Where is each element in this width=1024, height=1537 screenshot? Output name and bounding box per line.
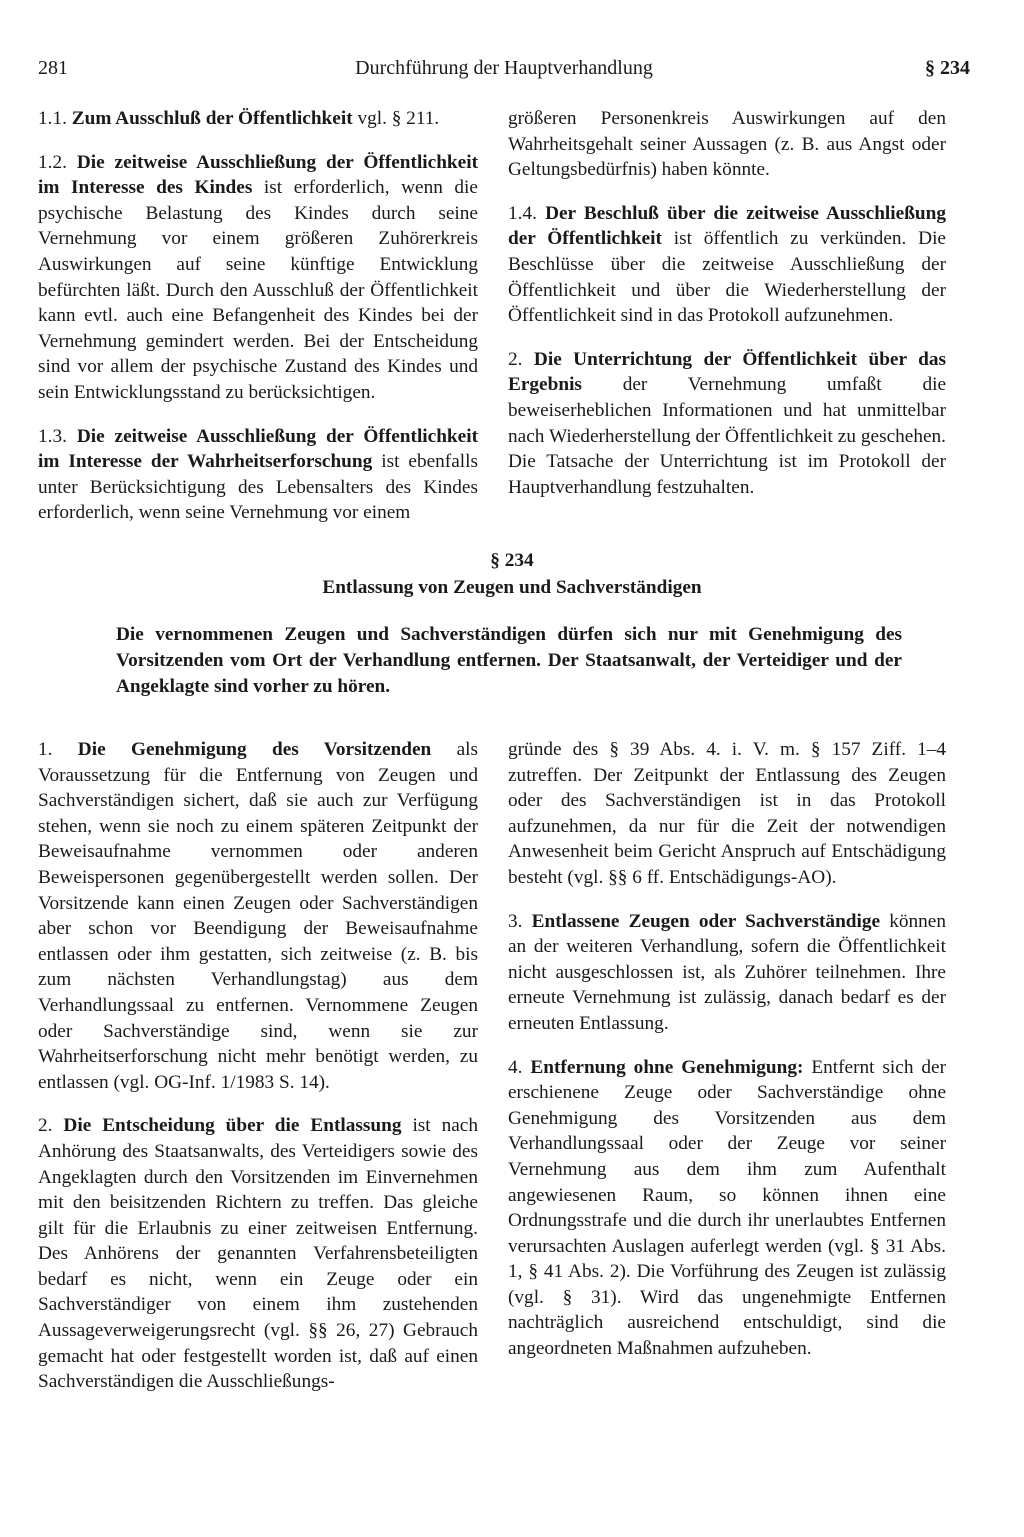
paragraph-keyword: Zum Ausschluß der Öffentlichkeit bbox=[71, 108, 353, 129]
paragraph bbox=[508, 909, 946, 1037]
paragraph bbox=[38, 106, 478, 132]
paragraph-text: können an der weiteren Verhandlung, sofern die Öffentlichkeit nicht ausgeschlossen ist, als Zuhörer teilnehmen. Ihre erneute Vernehmung ist zulässig, danach bedarf es der erneuten Entlassung. bbox=[508, 910, 946, 1034]
paragraph bbox=[38, 424, 478, 526]
paragraph-number: 1. bbox=[38, 739, 53, 760]
paragraph-keyword: Die Genehmigung des Vorsitzenden bbox=[77, 739, 432, 760]
paragraph-number: 1.4. bbox=[508, 202, 537, 224]
running-section: § 234 bbox=[925, 57, 970, 79]
paragraph bbox=[38, 1113, 478, 1395]
paragraph-keyword: Der Beschluß über die zeitweise Ausschließung der Öffentlichkeit bbox=[508, 202, 946, 250]
page-number: 281 bbox=[38, 57, 68, 79]
column-bottom-left bbox=[38, 737, 478, 1413]
paragraph-keyword: Die Entscheidung über die Entlassung bbox=[63, 1115, 402, 1137]
paragraph-text: ist erforderlich, wenn die psychische Belastung des Kindes durch seine Vernehmung vor einem größeren Zuhörerkreis Auswirkungen auf seine künftige Entwicklung befürchten läßt. Durch den Ausschluß der Öffentlichkeit kann evtl. auch eine Befangenheit des Kindes bei der Vernehmung gemindert werden. Bei der Entscheidung sind vor allem der psychische Zustand des Kindes und sein Entwicklungsstand zu berücksichtigen. bbox=[38, 177, 478, 403]
statute-text: Die vernommenen Zeugen und Sachverständigen dürfen sich nur mit Genehmigung des Vorsitzenden vom Ort der Verhandlung entfernen. Der Staatsanwalt, der Verteidiger und der Angeklagte sind vorher zu hören. bbox=[116, 624, 902, 697]
section-heading bbox=[0, 547, 1024, 601]
column-bottom-right bbox=[508, 737, 946, 1380]
running-head bbox=[38, 57, 970, 87]
paragraph-text: ist nach Anhörung des Staatsanwalts, des Verteidigers sowie des Angeklagten durch den Vorsitzenden im Einvernehmen mit den beisitzenden Richtern zu treffen. Das gleiche gilt für die Erlaubnis zu einer zeitweisen Entfernung. Des Anhörens der genannten Verfahrensbeteiligten bedarf es nicht, wenn ein Zeuge oder ein Sachverständiger von einem ihm zustehenden Aussageverweigerungsrecht (vgl. §§ 26, 27) Gebrauch gemacht hat oder festgestellt worden ist, daß auf einen Sachverständigen die Ausschließungs- bbox=[38, 1115, 478, 1393]
paragraph-keyword: Die Unterrichtung der Öffentlichkeit über das Ergebnis bbox=[508, 348, 946, 396]
paragraph-text: der Vernehmung umfaßt die beweiserheblichen Informationen und hat unmittelbar nach Wiederherstellung der Öffentlichkeit zu geschehen. Die Tatsache der Unterrichtung ist im Protokoll der Hauptverhandlung festzuhalten. bbox=[508, 374, 946, 498]
paragraph-text: als Voraussetzung für die Entfernung von Zeugen und Sachverständigen sichert, daß sie auch zur Verfügung stehen, wenn sie noch zu einem späteren Zeitpunkt der Beweisaufnahme vernommen oder anderen Beweispersonen gegenübergestellt werden sollen. Der Vorsitzende kann einen Zeugen oder Sachverständigen aber schon vor Beendigung der Beweisaufnahme entlassen oder ihm gestatten, sich zeitweise (z. B. bis zum nächsten Verhandlungstag) aus dem Verhandlungssaal zu entfernen. Vernommene Zeugen oder Sachverständige sind, wenn sie zur Wahrheitserforschung nicht mehr benötigt werden, zu entlassen (vgl. OG-Inf. 1/1983 S. 14). bbox=[38, 739, 478, 1093]
paragraph-text: Entfernt sich der erschienene Zeuge oder Sachverständige ohne Genehmigung des Vorsitzenden aus dem Verhandlungssaal oder der Zeuge vor seiner Vernehmung aus dem ihm zum Aufenthalt angewiesenen Raum, so können ihnen eine Ordnungsstrafe und die durch ihr unerlaubtes Entfernen verursachten Auslagen auferlegt werden (vgl. § 31 Abs. 1, § 41 Abs. 2). Die Vorführung des Zeugen ist zulässig (vgl. § 31). Wird das ungenehmigte Entfernen nachträglich ausreichend entschuldigt, sind die angeordneten Maßnahmen aufzuheben. bbox=[508, 1056, 947, 1360]
paragraph-text: vgl. § 211. bbox=[352, 108, 440, 129]
paragraph bbox=[508, 201, 946, 329]
paragraph-number: 4. bbox=[508, 1056, 523, 1078]
paragraph bbox=[508, 347, 946, 501]
paragraph-keyword: Entfernung ohne Genehmigung: bbox=[530, 1056, 804, 1078]
paragraph-number: 1.2. bbox=[38, 151, 67, 173]
paragraph bbox=[38, 150, 478, 406]
paragraph-number: 1.1. bbox=[38, 108, 67, 129]
paragraph-keyword: Die zeitweise Ausschließung der Öffentlichkeit im Interesse des Kindes bbox=[38, 151, 478, 199]
paragraph-number: 1.3. bbox=[38, 425, 67, 447]
paragraph bbox=[508, 106, 946, 183]
paragraph-number: 2. bbox=[508, 348, 523, 370]
running-title: Durchführung der Hauptverhandlung bbox=[355, 57, 653, 79]
paragraph bbox=[508, 737, 946, 891]
paragraph-number: 2. bbox=[38, 1115, 53, 1137]
column-top-left bbox=[38, 106, 478, 544]
paragraph bbox=[508, 1055, 946, 1362]
section-number: § 234 bbox=[490, 550, 534, 571]
paragraph-text: größeren Personenkreis Auswirkungen auf den Wahrheitsgehalt seiner Aussagen (z. B. aus Angst oder Geltungsbedürfnis) haben könnte. bbox=[508, 108, 946, 181]
paragraph-keyword: Die zeitweise Ausschließung der Öffentlichkeit im Interesse der Wahrheitserforschung bbox=[38, 425, 478, 473]
paragraph-number: 3. bbox=[508, 910, 523, 932]
column-top-right bbox=[508, 106, 946, 518]
paragraph-text: ist öffentlich zu verkünden. Die Beschlüsse über die zeitweise Ausschließung der Öffentlichkeit und über die Wiederherstellung der Öffentlichkeit sind in das Protokoll aufzunehmen. bbox=[508, 228, 946, 327]
paragraph-text: gründe des § 39 Abs. 4. i. V. m. § 157 Ziff. 1–4 zutreffen. Der Zeitpunkt der Entlassung des Zeugen oder des Sachverständigen ist in das Protokoll aufzunehmen, da nur für die Zeit der notwendigen Anwesenheit beim Gericht Anspruch auf Entschädigung besteht (vgl. §§ 6 ff. Entschädigungs-AO). bbox=[508, 739, 946, 888]
paragraph-text: ist ebenfalls unter Berücksichtigung des Lebensalters des Kindes erforderlich, wenn seine Vernehmung vor einem bbox=[38, 451, 479, 524]
paragraph bbox=[38, 737, 478, 1095]
section-title: Entlassung von Zeugen und Sachverständigen bbox=[322, 577, 702, 598]
paragraph-keyword: Entlassene Zeugen oder Sachverständige bbox=[531, 910, 881, 932]
